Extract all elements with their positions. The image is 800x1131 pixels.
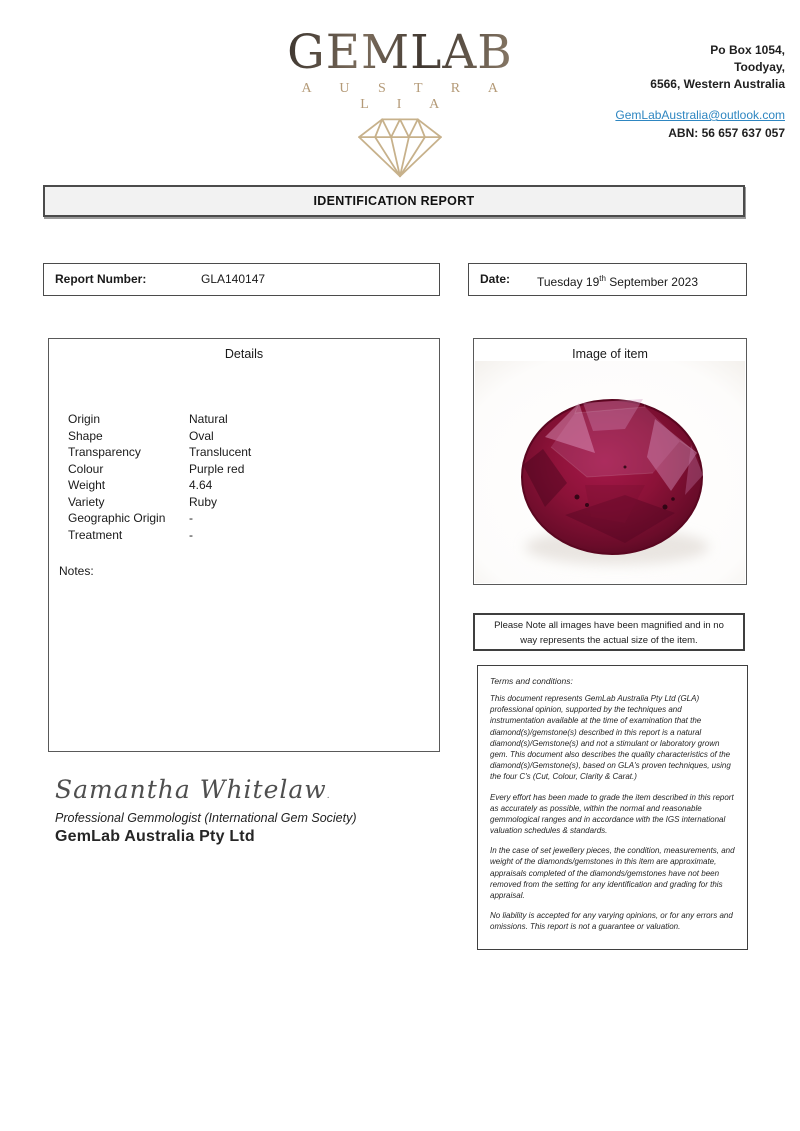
image-panel-title: Image of item (572, 347, 648, 361)
report-title-text: IDENTIFICATION REPORT (313, 194, 475, 208)
terms-paragraph: No liability is accepted for any varying opinions, or for any errors and omissions. This report is not a guarantee or valuation. (490, 911, 733, 932)
notes-label: Notes: (59, 564, 94, 578)
detail-label: Weight (68, 478, 106, 492)
detail-value: Ruby (189, 494, 218, 509)
detail-label: Shape (68, 428, 103, 443)
detail-value: Purple red (189, 461, 245, 476)
detail-value: Translucent (189, 445, 252, 459)
signature-block (55, 775, 357, 846)
address-block (615, 42, 785, 142)
address-line: Po Box 1054, (710, 43, 785, 57)
address-line: 6566, Western Australia (650, 77, 785, 91)
diamond-outline-icon (283, 114, 517, 178)
email-link[interactable]: GemLabAustralia@outlook.com (615, 108, 785, 122)
report-number-box (43, 263, 440, 296)
detail-value: Oval (189, 428, 214, 443)
terms-paragraph: Every effort has been made to grade the item described in this report as accurately as possible, within the normal and reasonable gemmological ranges and in accordance with the IGS international valuation schedules & standards. (490, 792, 734, 836)
logo-subtitle-text: A U S T R A L I A (301, 81, 511, 113)
details-row (68, 462, 431, 479)
terms-paragraph: In the case of set jewellery pieces, the condition, measurements, and weight of the diamonds/gemstones in this item are approximate, appraisals completed of the diamonds/gemstones have not been removed from the setting for any identification and grading for this appraisal. (490, 846, 735, 900)
signature-name: Samantha Whitelaw. (55, 775, 331, 804)
signature-company: GemLab Australia Pty Ltd (55, 828, 255, 845)
detail-value: 4.64 (189, 478, 213, 492)
terms-paragraph: This document represents GemLab Australia Pty Ltd (GLA) professional opinion, supported by the techniques and instrumentation available at the time of examination that the diamond(s)/gemstone(s) described in this report is a natural diamond(s)/Gemstone(s) and not a stimulant or laboratory grown gem. This document also describes the quality characteristics of the diamond(s)/Gemstone(s), based on GLA's proven techniques, using the four C's (Cut, Colour, Clarity & Carat.) (490, 694, 731, 782)
date-value: Tuesday 19th September 2023 (537, 274, 698, 289)
details-row (68, 495, 431, 512)
details-row (68, 412, 431, 429)
gemlab-logo (283, 25, 517, 178)
detail-value: - (189, 511, 193, 525)
detail-value: Natural (189, 412, 228, 426)
logo-brand-text: GEMLAB (283, 28, 517, 77)
ruby-gem-photo (475, 361, 745, 583)
detail-label: Colour (68, 461, 104, 476)
detail-label: Geographic Origin (68, 511, 166, 525)
image-of-item-panel (473, 338, 747, 585)
date-label: Date: (480, 272, 511, 286)
address-line: Toodyay, (734, 60, 785, 74)
magnified-images-note-text: Please Note all images have been magnified and in no way represents the actual size of the item. (494, 620, 724, 646)
details-row (68, 528, 431, 545)
report-number-value: GLA140147 (201, 272, 266, 286)
report-title-bar (43, 185, 745, 217)
terms-and-conditions-panel (477, 665, 748, 950)
signature-mark: . (326, 791, 331, 801)
abn-text: ABN: 56 657 637 057 (668, 126, 785, 140)
detail-label: Transparency (68, 445, 141, 459)
details-panel-title: Details (224, 347, 264, 361)
report-number-label: Report Number: (55, 272, 147, 286)
details-row (68, 478, 431, 495)
detail-label: Origin (68, 412, 101, 426)
details-row (68, 511, 431, 528)
detail-value: - (189, 527, 193, 542)
date-box (468, 263, 747, 296)
signature-role: Professional Gemmologist (International Gem Society) (55, 811, 357, 825)
detail-label: Treatment (68, 527, 123, 542)
details-panel (48, 338, 440, 752)
detail-label: Variety (68, 494, 105, 509)
details-rows (68, 412, 431, 544)
details-row (68, 445, 431, 462)
terms-title: Terms and conditions: (490, 676, 573, 686)
details-row (68, 429, 431, 446)
magnified-images-note (473, 613, 745, 651)
